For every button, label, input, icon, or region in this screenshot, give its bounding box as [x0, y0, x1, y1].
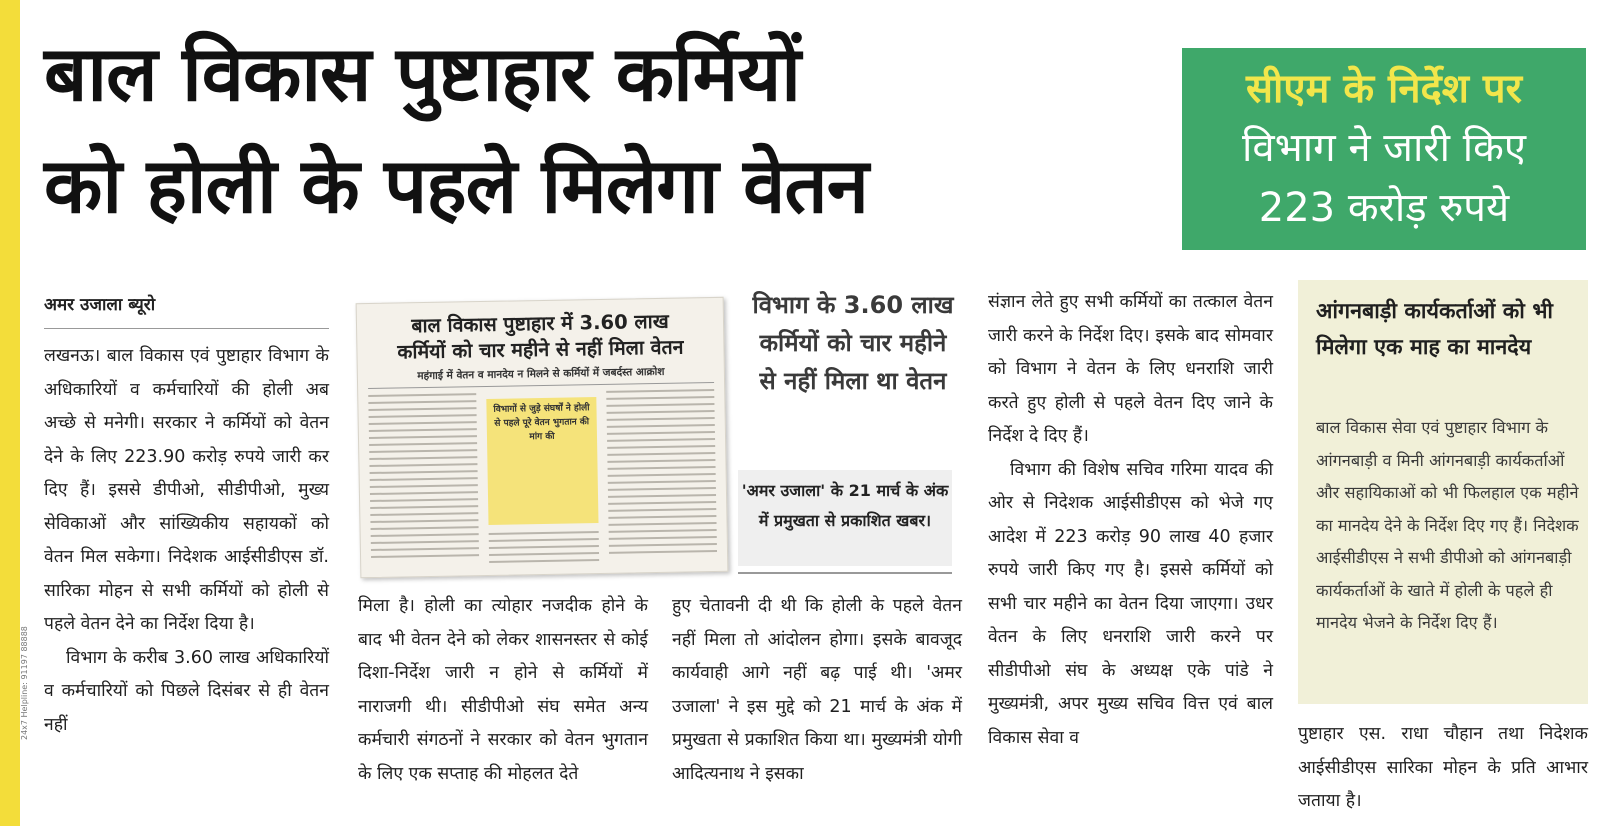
clipping-body: [368, 389, 717, 575]
headline-line-2: को होली के पहले मिलेगा वेतन: [44, 141, 868, 230]
article-paragraph: पुष्टाहार एस. राधा चौहान तथा निदेशक आईसीडीएस सारिका मोहन के प्रति आभार जताया है।: [1298, 724, 1588, 811]
highlight-box: [1182, 48, 1586, 250]
clipping-text-lines: [368, 393, 479, 575]
clipping-text-lines: [489, 531, 600, 573]
clipping-title-line-1: बाल विकास पुष्टाहार में 3.60 लाख: [411, 309, 669, 338]
sidebar-box: [1298, 280, 1588, 704]
article-paragraph: विभाग की विशेष सचिव गरिमा यादव की ओर से निदेशक आईसीडीएस को भेजे गए आदेश में 223 करोड़ 90 लाख 40 हजार रुपये जारी किए गए है। इससे कर्मियों को सभी चार महीने का वेतन दिया जाएगा। उधर वेतन के लिए धनराशि जारी करने पर सीडीपीओ संघ के अध्यक्ष एके पांडे ने मुख्यमंत्री, अपर मुख्य सचिव वित्त एवं बाल विकास सेवा व: [988, 459, 1273, 748]
byline: अमर उजाला ब्यूरो: [44, 295, 156, 315]
highlight-line-3: 223 करोड़ रुपये: [1258, 185, 1510, 231]
article-column-3: [672, 590, 962, 791]
newspaper-clipping: [356, 297, 729, 578]
pull-quote: विभाग के 3.60 लाख कर्मियों को चार महीने से नहीं मिला था वेतन: [752, 291, 954, 395]
byline-divider: [44, 328, 329, 329]
clipping-subtitle: महंगाई में वेतन व मानदेय न मिलने से कर्मियों में जबर्दस्त आक्रोश: [368, 362, 714, 389]
article-paragraph: संज्ञान लेते हुए सभी कर्मियों का तत्काल वेतन जारी करने के निर्देश दिए। इसके बाद सोमवार को विभाग ने वेतन के लिए धनराशि जारी करते हुए होली से पहले वेतन दिए जाने के निर्देश दे दिए हैं।: [988, 292, 1273, 446]
article-column-1: [44, 340, 329, 742]
caption-divider: [738, 572, 952, 574]
article-paragraph: हुए चेतावनी दी थी कि होली के पहले वेतन नहीं मिला तो आंदोलन होगा। इसके बावजूद कार्यवाही आगे नहीं बढ़ पाई थी। 'अमर उजाला' ने इस मुद्दे को 21 मार्च के अंक में प्रमुखता से प्रकाशित किया था। मुख्यमंत्री योगी आदित्यनाथ ने इसका: [672, 596, 962, 784]
highlight-line-1: सीएम के निर्देश पर: [1245, 66, 1523, 112]
sidebar-title: आंगनबाड़ी कार्यकर्ताओं को भी मिलेगा एक माह का मानदेय: [1316, 299, 1554, 360]
highlight-line-2: विभाग ने जारी किए: [1242, 125, 1526, 171]
sidebar-text: बाल विकास सेवा एवं पुष्टाहार विभाग के आंगनबाड़ी व मिनी आंगनबाड़ी कार्यकर्ताओं और सहायिकाओं को भी फिलहाल एक महीने का मानदेय देने के निर्देश दिए गए हैं। निदेशक आईसीडीएस ने सभी डीपीओ को आंगनबाड़ी कार्यकर्ताओं के खाते में होली के पहले ही मानदेय भेजने के निर्देश दिए हैं।: [1316, 418, 1579, 632]
headline: [44, 18, 1144, 242]
article-paragraph: लखनऊ। बाल विकास एवं पुष्टाहार विभाग के अधिकारियों व कर्मचारियों की होली अब अच्छे से मनेगी। सरकार ने कर्मियों को वेतन देने के लिए 223.90 करोड़ रुपये जारी कर दिए हैं। इससे डीपीओ, सीडीपीओ, मुख्य सेविकाओं और सांख्यिकीय सहायकों को वेतन मिल सकेगा। निदेशक आईसीडीएस डॉ. सारिका मोहन से सभी कर्मियों को होली से पहले वेतन देने का निर्देश दिया है।: [44, 346, 329, 634]
side-helpline-code: 24x7 Helpline: 91197 88888: [20, 626, 29, 740]
page-edge-bar: [0, 0, 20, 826]
article-paragraph: मिला है। होली का त्योहार नजदीक होने के बाद भी वेतन देने को लेकर शासनस्तर से कोई दिशा-निर्देश जारी न होने से कर्मियों में नाराजगी थी। सीडीपीओ संघ समेत अन्य कर्मचारी संगठनों ने सरकार को वेतन भुगतान के लिए एक सप्ताह की मोहलत देते: [358, 596, 648, 784]
article-column-4: [988, 286, 1273, 755]
clipping-text-lines: [606, 389, 717, 571]
clipping-caption: 'अमर उजाला' के 21 मार्च के अंक में प्रमुखता से प्रकाशित खबर।: [738, 470, 952, 566]
article-column-2: [358, 590, 648, 791]
article-column-5: [1298, 718, 1588, 819]
clipping-highlight: विभागों से जुड़े संघर्षों ने होली से पहले पूरे वेतन भुगतान की मांग की: [486, 397, 598, 525]
article-paragraph: विभाग के करीब 3.60 लाख अधिकारियों व कर्मचारियों को पिछले दिसंबर से ही वेतन नहीं: [44, 647, 329, 735]
clipping-title-line-2: कर्मियों को चार महीने से नहीं मिला वेतन: [397, 335, 684, 364]
headline-line-1: बाल विकास पुष्टाहार कर्मियों: [44, 29, 800, 118]
